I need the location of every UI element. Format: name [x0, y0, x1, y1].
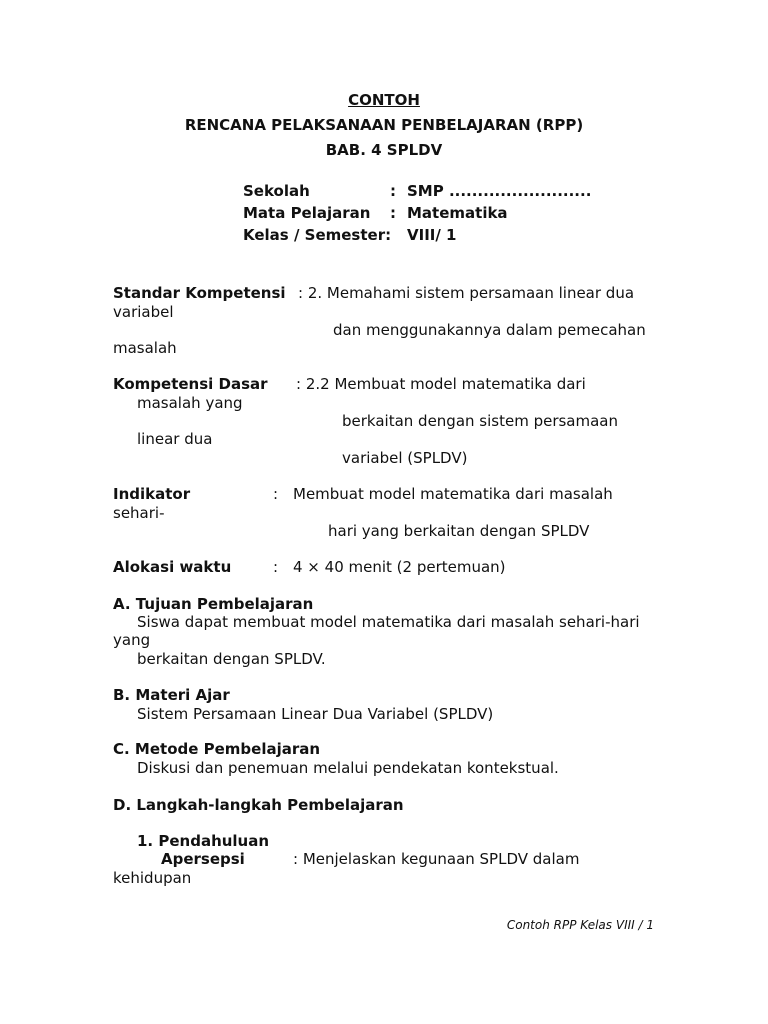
standar-line1: : 2. Memahami sistem persamaan linear dua — [298, 284, 635, 302]
section-c-heading: C. Metode Pembelajaran — [113, 740, 321, 758]
info-mapel-sep: : — [390, 204, 396, 222]
section-d-heading: D. Langkah-langkah Pembelajaran — [113, 796, 404, 814]
indikator-line1: Membuat model matematika dari masalah — [293, 485, 613, 503]
info-mapel-label: Mata Pelajaran — [243, 204, 371, 222]
standar-line2: variabel — [113, 303, 174, 321]
section-b-line1: Sistem Persamaan Linear Dua Variabel (SPLDV) — [137, 705, 494, 723]
kd-line3: berkaitan dengan sistem persamaan — [342, 412, 619, 430]
apersepsi-line2: kehidupan — [113, 869, 192, 887]
title-rpp: RENCANA PELAKSANAAN PENBELAJARAN (RPP) — [184, 116, 584, 134]
section-a-heading: A. Tujuan Pembelajaran — [113, 595, 314, 613]
page-footer: Contoh RPP Kelas VIII / 1 — [506, 918, 654, 932]
standar-line4: masalah — [113, 339, 177, 357]
kd-line2: masalah yang — [137, 394, 243, 412]
kd-line4: linear dua — [137, 430, 213, 448]
section-d-sub: 1. Pendahuluan — [137, 832, 270, 850]
section-a-line3: berkaitan dengan SPLDV. — [137, 650, 326, 668]
indikator-line3: hari yang berkaitan dengan SPLDV — [328, 522, 590, 540]
alokasi-value: 4 × 40 menit (2 pertemuan) — [293, 558, 506, 576]
title-contoh: CONTOH — [348, 91, 420, 109]
info-kelas-value: VIII/ 1 — [407, 226, 457, 244]
info-kelas-label: Kelas / Semester: — [243, 226, 392, 244]
indikator-sep: : — [273, 485, 279, 503]
standar-line3: dan menggunakannya dalam pemecahan — [333, 321, 646, 339]
section-b-heading: B. Materi Ajar — [113, 686, 230, 704]
apersepsi-line1: : Menjelaskan kegunaan SPLDV dalam — [293, 850, 580, 868]
kd-line1: : 2.2 Membuat model matematika dari — [296, 375, 586, 393]
indikator-line2: sehari- — [113, 504, 165, 522]
kd-label: Kompetensi Dasar — [113, 375, 268, 393]
info-sekolah-value: SMP ......................... — [407, 182, 592, 200]
section-a-line1: Siswa dapat membuat model matematika dari masalah sehari-hari — [137, 613, 640, 631]
kd-line5: variabel (SPLDV) — [342, 449, 468, 467]
info-sekolah-sep: : — [390, 182, 396, 200]
alokasi-sep: : — [273, 558, 279, 576]
alokasi-label: Alokasi waktu — [113, 558, 232, 576]
title-bab: BAB. 4 SPLDV — [325, 141, 443, 159]
info-sekolah-label: Sekolah — [243, 182, 310, 200]
indikator-label: Indikator — [113, 485, 191, 503]
info-mapel-value: Matematika — [407, 204, 508, 222]
section-a-line2: yang — [113, 631, 151, 649]
apersepsi-label: Apersepsi — [161, 850, 245, 868]
standar-label: Standar Kompetensi — [113, 284, 286, 302]
section-c-line1: Diskusi dan penemuan melalui pendekatan kontekstual. — [137, 759, 559, 777]
